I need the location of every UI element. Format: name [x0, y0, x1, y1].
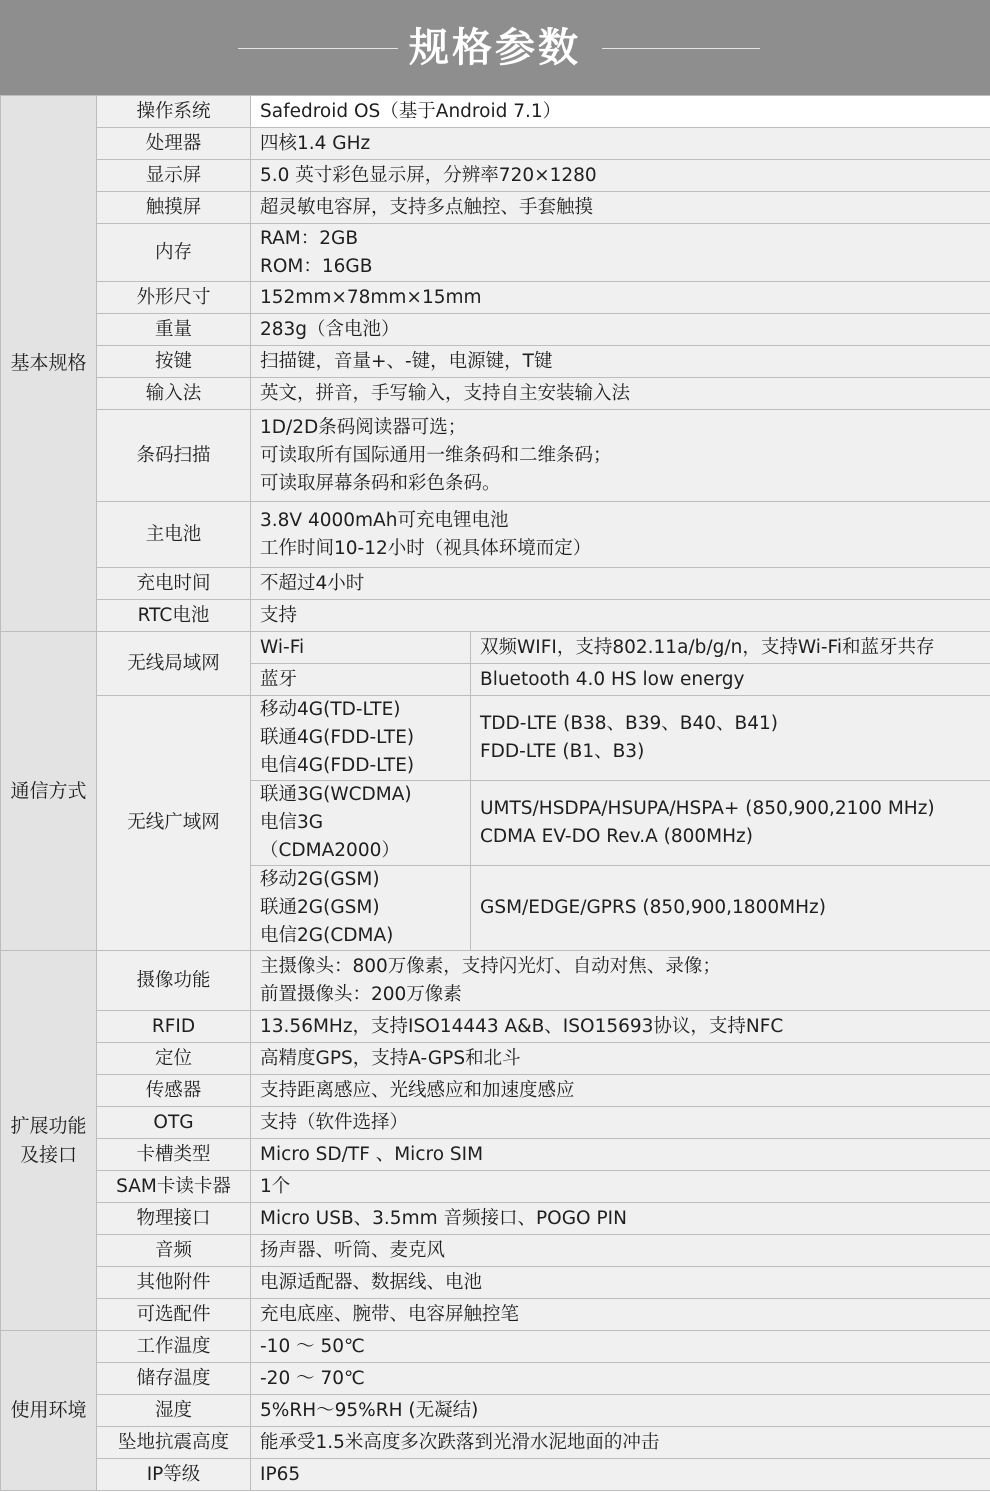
table-row: [1, 410, 990, 502]
table-row: [1, 96, 990, 128]
spec-value-line: 电源适配器、数据线、电池: [260, 1271, 483, 1293]
spec-value-line: 3.8V 4000mAh可充电锂电池: [260, 509, 509, 531]
spec-value: [251, 1043, 990, 1075]
sub-label: [251, 781, 471, 866]
spec-value-line: 工作时间10-12小时（视具体环境而定）: [260, 537, 592, 559]
table-row: [1, 1203, 990, 1235]
category-label: 使用环境: [10, 1399, 87, 1421]
spec-value: [251, 192, 990, 224]
spec-value-line: 不超过4小时: [260, 572, 365, 594]
spec-label: 可选配件: [97, 1299, 251, 1331]
category-environment: [1, 1331, 97, 1491]
table-row: [1, 346, 990, 378]
table-row: [1, 1139, 990, 1171]
table-row: [1, 600, 990, 632]
sub-label-line: 联通3G(WCDMA): [260, 784, 412, 805]
spec-value-line: TDD-LTE (B38、B39、B40、B41): [480, 713, 778, 734]
spec-value: [251, 224, 990, 282]
table-row: [1, 951, 990, 1011]
table-row: [1, 1107, 990, 1139]
category-communication: [1, 632, 97, 951]
sub-label: Wi-Fi: [251, 632, 471, 664]
spec-label: 外形尺寸: [97, 282, 251, 314]
spec-value: [471, 866, 990, 951]
sub-label-line: （CDMA2000）: [260, 840, 400, 861]
table-row: [1, 1459, 990, 1491]
sub-label-line: 联通4G(FDD-LTE): [260, 727, 415, 748]
table-row: [1, 1235, 990, 1267]
category-label: 扩展功能及接口: [10, 1114, 87, 1166]
table-row: [1, 1075, 990, 1107]
spec-value-line: UMTS/HSDPA/HSUPA/HSPA+ (850,900,2100 MHz): [480, 798, 935, 819]
table-row: [1, 1299, 990, 1331]
table-row: [1, 1363, 990, 1395]
spec-value-line: 支持距离感应、光线感应和加速度感应: [260, 1079, 575, 1101]
spec-value: [471, 781, 990, 866]
spec-value-line: 四核1.4 GHz: [260, 132, 371, 154]
spec-value: [251, 96, 990, 128]
spec-label: 其他附件: [97, 1267, 251, 1299]
spec-label: 传感器: [97, 1075, 251, 1107]
sub-label-line: 电信3G: [260, 812, 324, 833]
spec-value-line: 前置摄像头：200万像素: [260, 983, 462, 1005]
spec-value: [471, 696, 990, 781]
spec-value: [251, 1171, 990, 1203]
spec-label: 工作温度: [97, 1331, 251, 1363]
spec-value-line: FDD-LTE (B1、B3): [480, 741, 645, 762]
spec-label: IP等级: [97, 1459, 251, 1491]
table-row: [1, 282, 990, 314]
table-row: [1, 224, 990, 282]
spec-value-line: 英文，拼音，手写输入，支持自主安装输入法: [260, 382, 631, 404]
spec-value-line: 5.0 英寸彩色显示屏，分辨率720×1280: [260, 164, 597, 186]
spec-value-line: ROM：16GB: [260, 255, 373, 277]
spec-label: 内存: [97, 224, 251, 282]
spec-value: [251, 128, 990, 160]
spec-value-line: 主摄像头：800万像素，支持闪光灯、自动对焦、录像；: [260, 955, 721, 977]
spec-value: [251, 1299, 990, 1331]
spec-value-line: -10 ～ 50℃: [260, 1335, 365, 1357]
spec-label: 显示屏: [97, 160, 251, 192]
table-row: [1, 128, 990, 160]
spec-label: 条码扫描: [97, 410, 251, 502]
spec-table: [0, 95, 990, 1491]
table-row: [1, 568, 990, 600]
spec-value-line: 13.56MHz，支持ISO14443 A&B、ISO15693协议，支持NFC: [260, 1015, 784, 1037]
spec-value: [251, 1075, 990, 1107]
spec-value: [251, 600, 990, 632]
spec-value-line: CDMA EV-DO Rev.A (800MHz): [480, 826, 753, 847]
spec-value: [251, 951, 990, 1011]
spec-value: [251, 1427, 990, 1459]
spec-label: 摄像功能: [97, 951, 251, 1011]
sub-label: 蓝牙: [251, 664, 471, 696]
spec-label: 定位: [97, 1043, 251, 1075]
spec-value: [251, 1203, 990, 1235]
spec-value-line: 支持: [260, 604, 298, 626]
spec-label: RTC电池: [97, 600, 251, 632]
spec-value-line: GSM/EDGE/GPRS (850,900,1800MHz): [480, 897, 826, 918]
spec-value-line: 支持（软件选择）: [260, 1111, 409, 1133]
spec-label: 重量: [97, 314, 251, 346]
spec-value-line: Safedroid OS（基于Android 7.1）: [260, 100, 562, 122]
spec-label: RFID: [97, 1011, 251, 1043]
spec-value: [251, 378, 990, 410]
spec-value-line: 扫描键，音量+、-键，电源键，T键: [260, 350, 553, 372]
spec-value-line: 可读取所有国际通用一维条码和二维条码；: [260, 444, 612, 466]
spec-label: 主电池: [97, 502, 251, 568]
spec-label: 无线局域网: [97, 632, 251, 696]
spec-value-line: 扬声器、听筒、麦克风: [260, 1239, 446, 1261]
spec-label: 按键: [97, 346, 251, 378]
spec-value: [251, 1107, 990, 1139]
spec-label: 处理器: [97, 128, 251, 160]
table-row: [1, 502, 990, 568]
spec-label: 物理接口: [97, 1203, 251, 1235]
spec-label: SAM卡读卡器: [97, 1171, 251, 1203]
table-row: [1, 314, 990, 346]
spec-value: [251, 1363, 990, 1395]
spec-value-line: -20 ～ 70℃: [260, 1367, 365, 1389]
spec-value: Bluetooth 4.0 HS low energy: [471, 664, 990, 696]
spec-value-line: Micro SD/TF 、Micro SIM: [260, 1143, 484, 1165]
spec-value: [251, 1011, 990, 1043]
table-row: [1, 1395, 990, 1427]
sub-label-line: 电信2G(CDMA): [260, 925, 394, 946]
spec-value: [251, 1331, 990, 1363]
spec-value: [251, 410, 990, 502]
sub-label-line: 电信4G(FDD-LTE): [260, 755, 415, 776]
spec-value-line: IP65: [260, 1463, 301, 1485]
spec-value: [251, 282, 990, 314]
spec-value: [251, 502, 990, 568]
spec-value: [251, 1395, 990, 1427]
page-title: 规格参数: [409, 25, 581, 71]
table-row: [1, 632, 990, 664]
spec-value-line: 可读取屏幕条码和彩色条码。: [260, 472, 501, 494]
spec-value: [251, 160, 990, 192]
table-row: [1, 1267, 990, 1299]
spec-label: 操作系统: [97, 96, 251, 128]
table-row: [1, 1427, 990, 1459]
spec-value-line: 超灵敏电容屏，支持多点触控、手套触摸: [260, 196, 594, 218]
spec-value: [251, 1235, 990, 1267]
spec-value-line: Micro USB、3.5mm 音频接口、POGO PIN: [260, 1207, 627, 1229]
sub-label: [251, 696, 471, 781]
spec-label: 卡槽类型: [97, 1139, 251, 1171]
spec-label: OTG: [97, 1107, 251, 1139]
spec-value-line: 1D/2D条码阅读器可选；: [260, 416, 467, 438]
spec-label: 湿度: [97, 1395, 251, 1427]
table-row: [1, 192, 990, 224]
spec-value: [251, 1267, 990, 1299]
spec-value: [251, 346, 990, 378]
spec-label: 无线广域网: [97, 696, 251, 951]
spec-value-line: RAM：2GB: [260, 227, 359, 249]
table-row: [1, 1171, 990, 1203]
spec-value-line: 5%RH～95%RH (无凝结): [260, 1399, 479, 1421]
spec-label: 音频: [97, 1235, 251, 1267]
spec-label: 储存温度: [97, 1363, 251, 1395]
spec-value: [251, 568, 990, 600]
table-row: [1, 696, 990, 781]
spec-value: 双频WIFI，支持802.11a/b/g/n，支持Wi-Fi和蓝牙共存: [471, 632, 990, 664]
sub-label-line: 联通2G(GSM): [260, 897, 380, 918]
spec-label: 坠地抗震高度: [97, 1427, 251, 1459]
spec-value-line: 充电底座、腕带、电容屏触控笔: [260, 1303, 520, 1325]
table-row: [1, 1043, 990, 1075]
spec-label: 充电时间: [97, 568, 251, 600]
spec-label: 输入法: [97, 378, 251, 410]
category-label: 基本规格: [10, 352, 87, 374]
sub-label-line: 移动2G(GSM): [260, 869, 380, 890]
spec-value: [251, 1139, 990, 1171]
category-label: 通信方式: [10, 779, 87, 802]
sub-label-line: 移动4G(TD-LTE): [260, 699, 401, 720]
spec-value: [251, 1459, 990, 1491]
table-row: [1, 378, 990, 410]
table-row: [1, 1331, 990, 1363]
spec-value-line: 283g（含电池）: [260, 318, 400, 340]
spec-value-line: 152mm×78mm×15mm: [260, 286, 482, 308]
sub-label: [251, 866, 471, 951]
category-extensions: [1, 951, 97, 1331]
table-row: [1, 160, 990, 192]
spec-value-line: 高精度GPS，支持A-GPS和北斗: [260, 1047, 521, 1069]
category-basic: [1, 96, 97, 632]
spec-value: [251, 314, 990, 346]
table-row: [1, 1011, 990, 1043]
spec-value-line: 能承受1.5米高度多次跌落到光滑水泥地面的冲击: [260, 1431, 660, 1453]
spec-value-line: 1个: [260, 1175, 291, 1197]
page-header: [0, 0, 990, 95]
spec-label: 触摸屏: [97, 192, 251, 224]
